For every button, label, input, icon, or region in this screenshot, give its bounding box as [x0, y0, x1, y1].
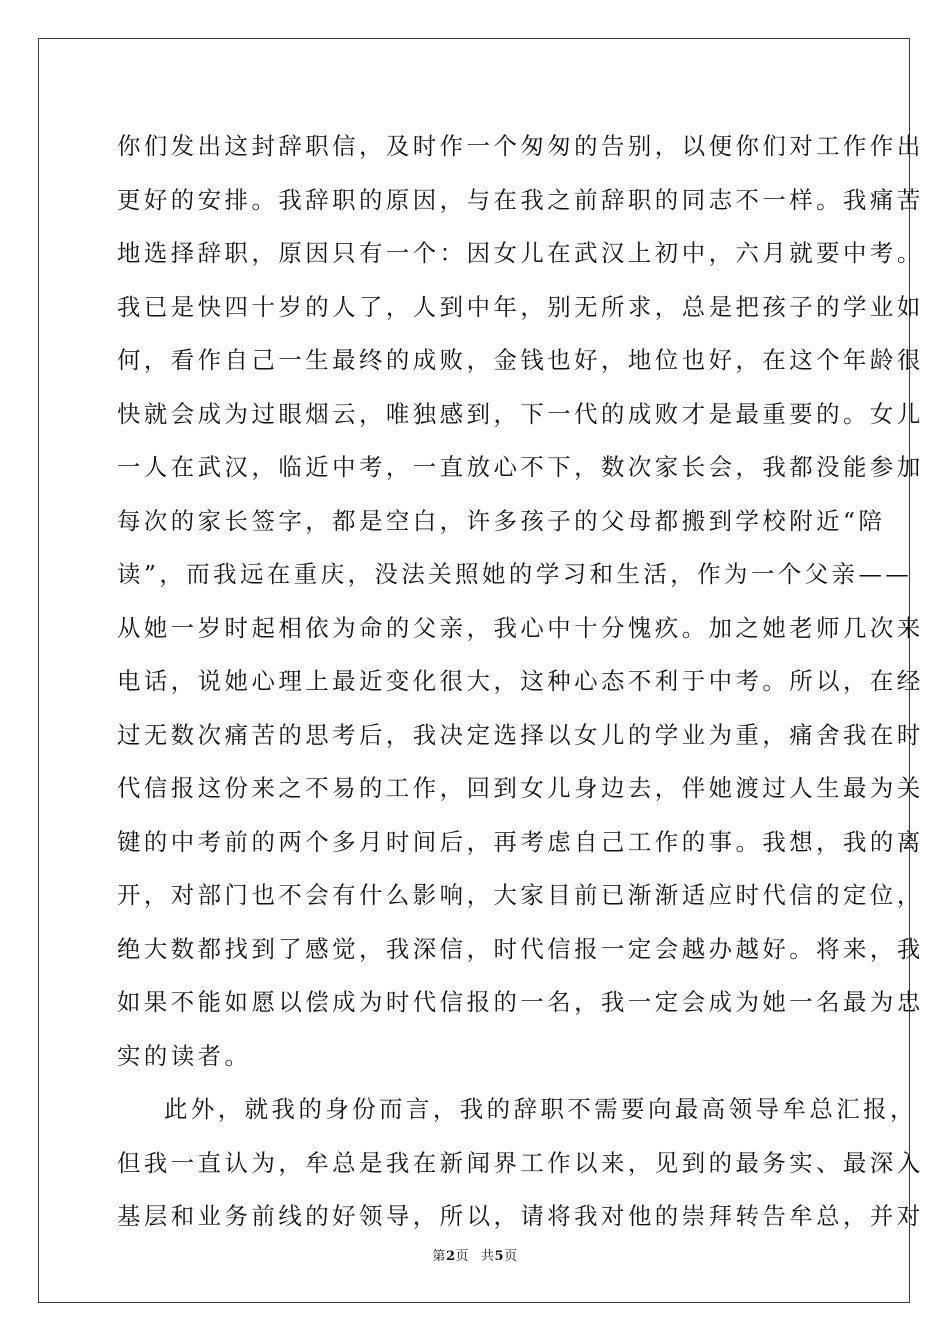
body-line: 我已是快四十岁的人了，人到中年，别无所求，总是把孩子的学业如 — [117, 292, 924, 321]
body-line: 如果不能如愿以偿成为时代信报的一名，我一定会成为她一名最为忠 — [117, 988, 924, 1016]
body-line: 读”，而我远在重庆，没法关照她的学习和生活，作为一个父亲—— — [117, 560, 913, 588]
total-suffix: 页 — [504, 1249, 518, 1264]
body-line: 实的读者。 — [117, 1041, 252, 1070]
body-line: 基层和业务前线的好领导，所以，请将我对他的崇拜转告牟总，并对 — [117, 1202, 924, 1230]
paragraph-start-line: 此外，就我的身份而言，我的辞职不需要向最高领导牟总汇报， — [164, 1095, 917, 1123]
body-line: 更好的安排。我辞职的原因，与在我之前辞职的同志不一样。我痛苦 — [117, 185, 924, 214]
page-suffix: 页 — [455, 1249, 469, 1264]
body-line: 键的中考前的两个多月时间后，再考虑自己工作的事。我想，我的离 — [117, 827, 924, 856]
body-line: 电话，说她心理上最近变化很大，这种心态不利于中考。所以，在经 — [117, 667, 924, 695]
body-line: 每次的家长签字，都是空白，许多孩子的父母都搬到学校附近“陪 — [117, 506, 886, 535]
body-line: 开，对部门也不会有什么影响，大家目前已渐渐适应时代信的定位， — [117, 881, 924, 909]
page-footer — [0, 1245, 950, 1264]
total-prefix: 共 — [481, 1249, 495, 1264]
page-number: 2 — [445, 1249, 456, 1264]
body-line: 何，看作自己一生最终的成败，金钱也好，地位也好，在这个年龄很 — [117, 346, 924, 374]
body-line: 绝大数都找到了感觉，我深信，时代信报一定会越办越好。将来，我 — [117, 934, 924, 963]
body-line: 快就会成为过眼烟云，唯独感到，下一代的成败才是最重要的。女儿 — [117, 399, 924, 428]
body-line: 你们发出这封辞职信，及时作一个匆匆的告别，以便你们对工作作出 — [117, 132, 924, 160]
body-line: 地选择辞职，原因只有一个：因女儿在武汉上初中，六月就要中考。 — [117, 239, 924, 267]
page-prefix: 第 — [432, 1249, 446, 1264]
body-line: 一人在武汉，临近中考，一直放心不下，数次家长会，我都没能参加 — [117, 453, 924, 481]
body-line: 从她一岁时起相依为命的父亲，我心中十分愧疚。加之她老师几次来 — [117, 613, 924, 642]
total-pages: 5 — [494, 1249, 505, 1264]
body-line: 过无数次痛苦的思考后，我决定选择以女儿的学业为重，痛舍我在时 — [117, 720, 924, 749]
body-line: 代信报这份来之不易的工作，回到女儿身边去，伴她渡过人生最为关 — [117, 774, 924, 802]
body-line: 但我一直认为，牟总是我在新闻界工作以来，见到的最务实、最深入 — [117, 1148, 924, 1177]
